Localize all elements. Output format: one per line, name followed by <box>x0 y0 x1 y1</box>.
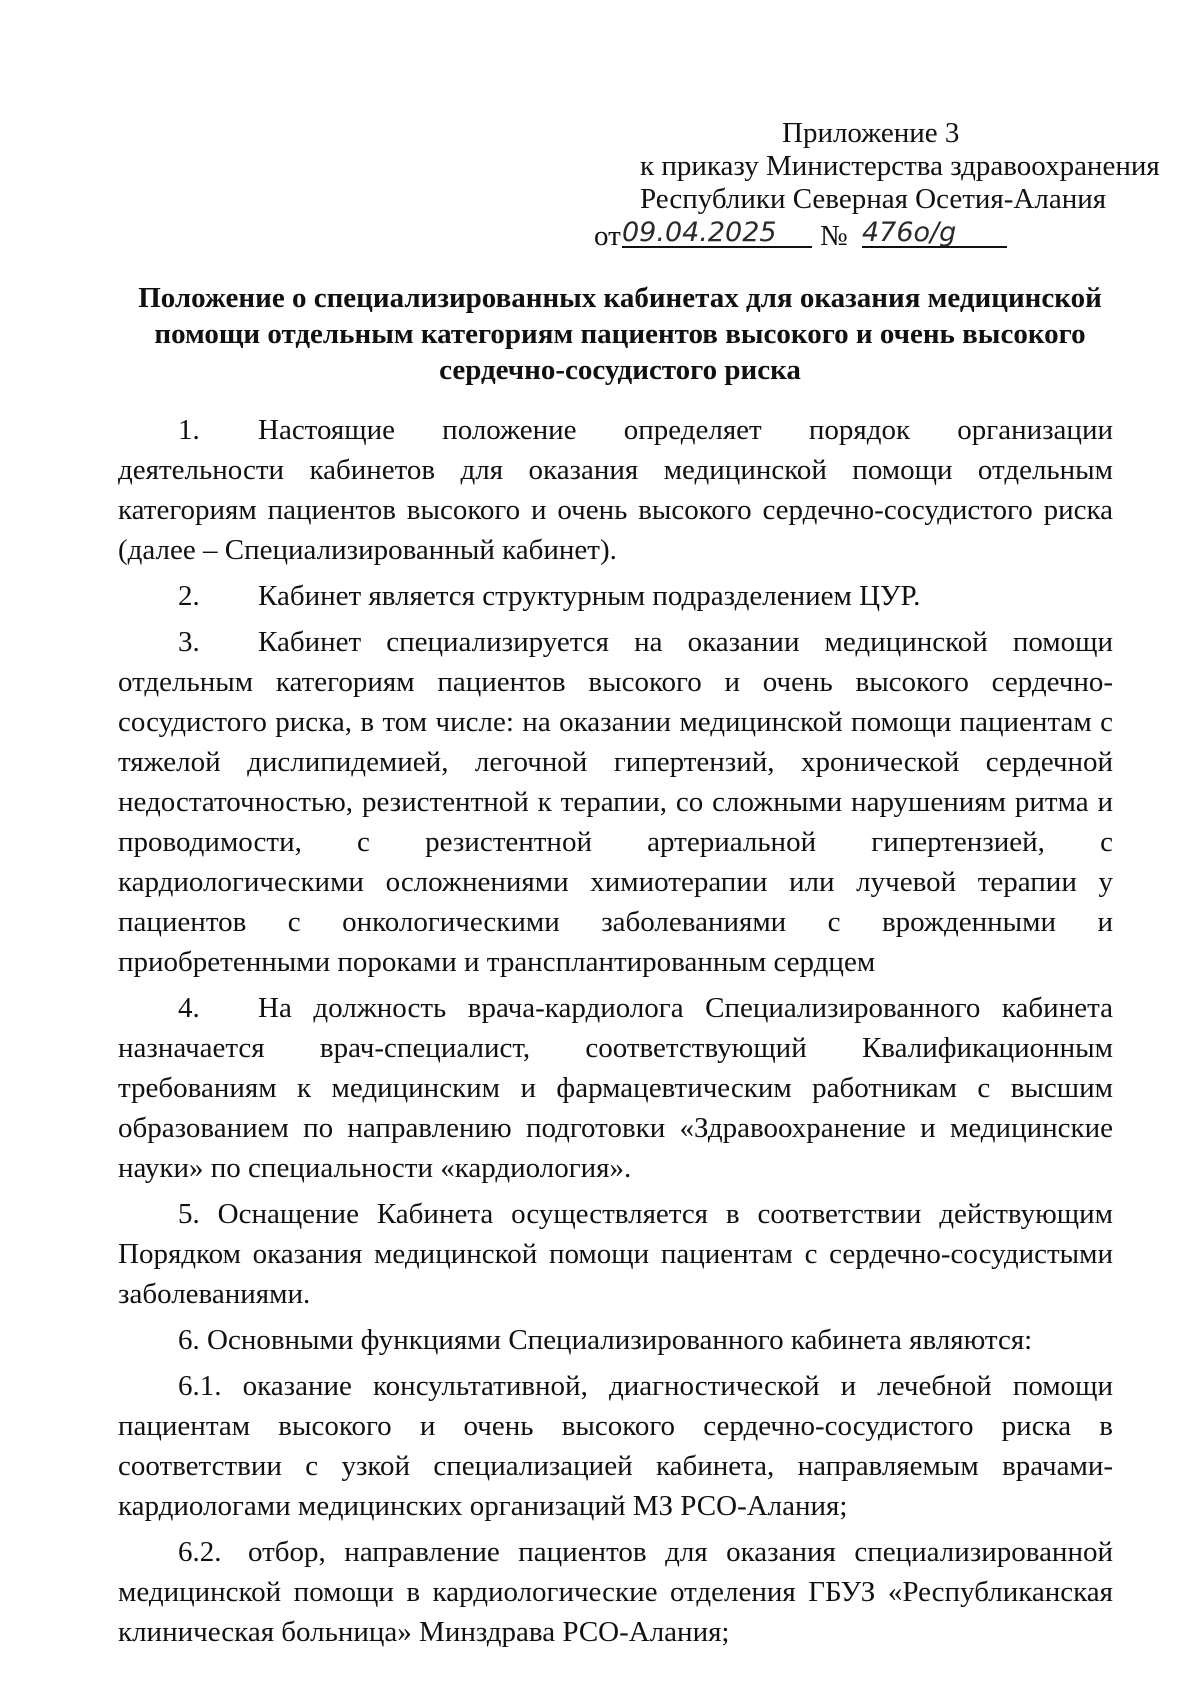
item-number: 6.2. <box>178 1536 222 1568</box>
list-item <box>118 988 1113 1188</box>
number-field <box>862 216 1007 248</box>
list-item <box>118 622 1113 982</box>
item-text: Кабинет является структурным подразделением ЦУР. <box>258 580 921 612</box>
number-label: № <box>820 220 848 252</box>
list-item <box>118 1320 1113 1360</box>
annex-order-ref: к приказу Министерства здравоохранения <box>640 150 1160 182</box>
document-body <box>118 410 1113 1652</box>
from-label: от <box>594 220 621 252</box>
annex-header <box>594 117 1160 256</box>
handwritten-number: 476о/g <box>862 217 957 248</box>
handwritten-date: 09.04.2025 <box>622 217 777 248</box>
item-text: 6.1. оказание консультативной, диагностической и лечебной помощи пациентам высокого и очень высокого сердечно-сосудистого риска в соответствии с узкой специализацией кабинета, направляемым врачами-кардиологами медицинских организаций МЗ РСО-Алания; <box>118 1370 1113 1522</box>
item-text: 6. Основными функциями Специализированного кабинета являются: <box>178 1324 1033 1356</box>
item-number: 2. <box>178 580 200 612</box>
item-text: 5. Оснащение Кабинета осуществляется в соответствии действующим Порядком оказания медицинской помощи пациентам с сердечно-сосудистыми заболеваниями. <box>118 1198 1113 1310</box>
date-field <box>622 216 812 248</box>
document-title: Положение о специализированных кабинетах для оказания медицинской помощи отдельным категориям пациентов высокого и очень высокого сердечно-сосудистого риска <box>138 282 1102 386</box>
list-item <box>118 1194 1113 1314</box>
item-number: 4. <box>178 992 200 1024</box>
item-text: На должность врача-кардиолога Специализированного кабинета назначается врач-специалист, соответствующий Квалификационным требованиям к медицинским и фармацевтическим работникам с высшим образованием по направлению подготовки «Здравоохранение и медицинские науки» по специальности «кардиология». <box>118 992 1113 1184</box>
annex-republic: Республики Северная Осетия-Алания <box>640 183 1107 215</box>
list-item <box>118 1366 1113 1526</box>
annex-title: Приложение 3 <box>782 117 960 149</box>
list-item <box>118 1532 1113 1652</box>
list-item <box>118 576 1113 616</box>
item-text: Кабинет специализируется на оказании медицинской помощи отдельным категориям пациентов высокого и очень высокого сердечно-сосудистого риска, в том числе: на оказании медицинской помощи пациентам с тяжелой дислипидемией, легочной гипертензий, хронической сердечной недостаточностью, резистентной к терапии, со сложными нарушениям ритма и проводимости, с резистентной артериальной гипертензией, с кардиологическими осложнениями химиотерапии или лучевой терапии у пациентов с онкологическими заболеваниями с врожденными и приобретенными пороками и трансплантированным сердцем <box>118 626 1113 978</box>
item-number: 3. <box>178 626 200 658</box>
item-number: 1. <box>178 414 200 446</box>
list-item <box>118 410 1113 570</box>
item-text: Настоящие положение определяет порядок организации деятельности кабинетов для оказания медицинской помощи отдельным категориям пациентов высокого и очень высокого сердечно-сосудистого риска (далее – Специализированный кабинет). <box>118 414 1113 566</box>
annex-date-number <box>594 216 1160 256</box>
item-text: отбор, направление пациентов для оказания специализированной медицинской помощи в кардиологические отделения ГБУЗ «Республиканская клиническая больница» Минздрава РСО-Алания; <box>118 1536 1113 1648</box>
